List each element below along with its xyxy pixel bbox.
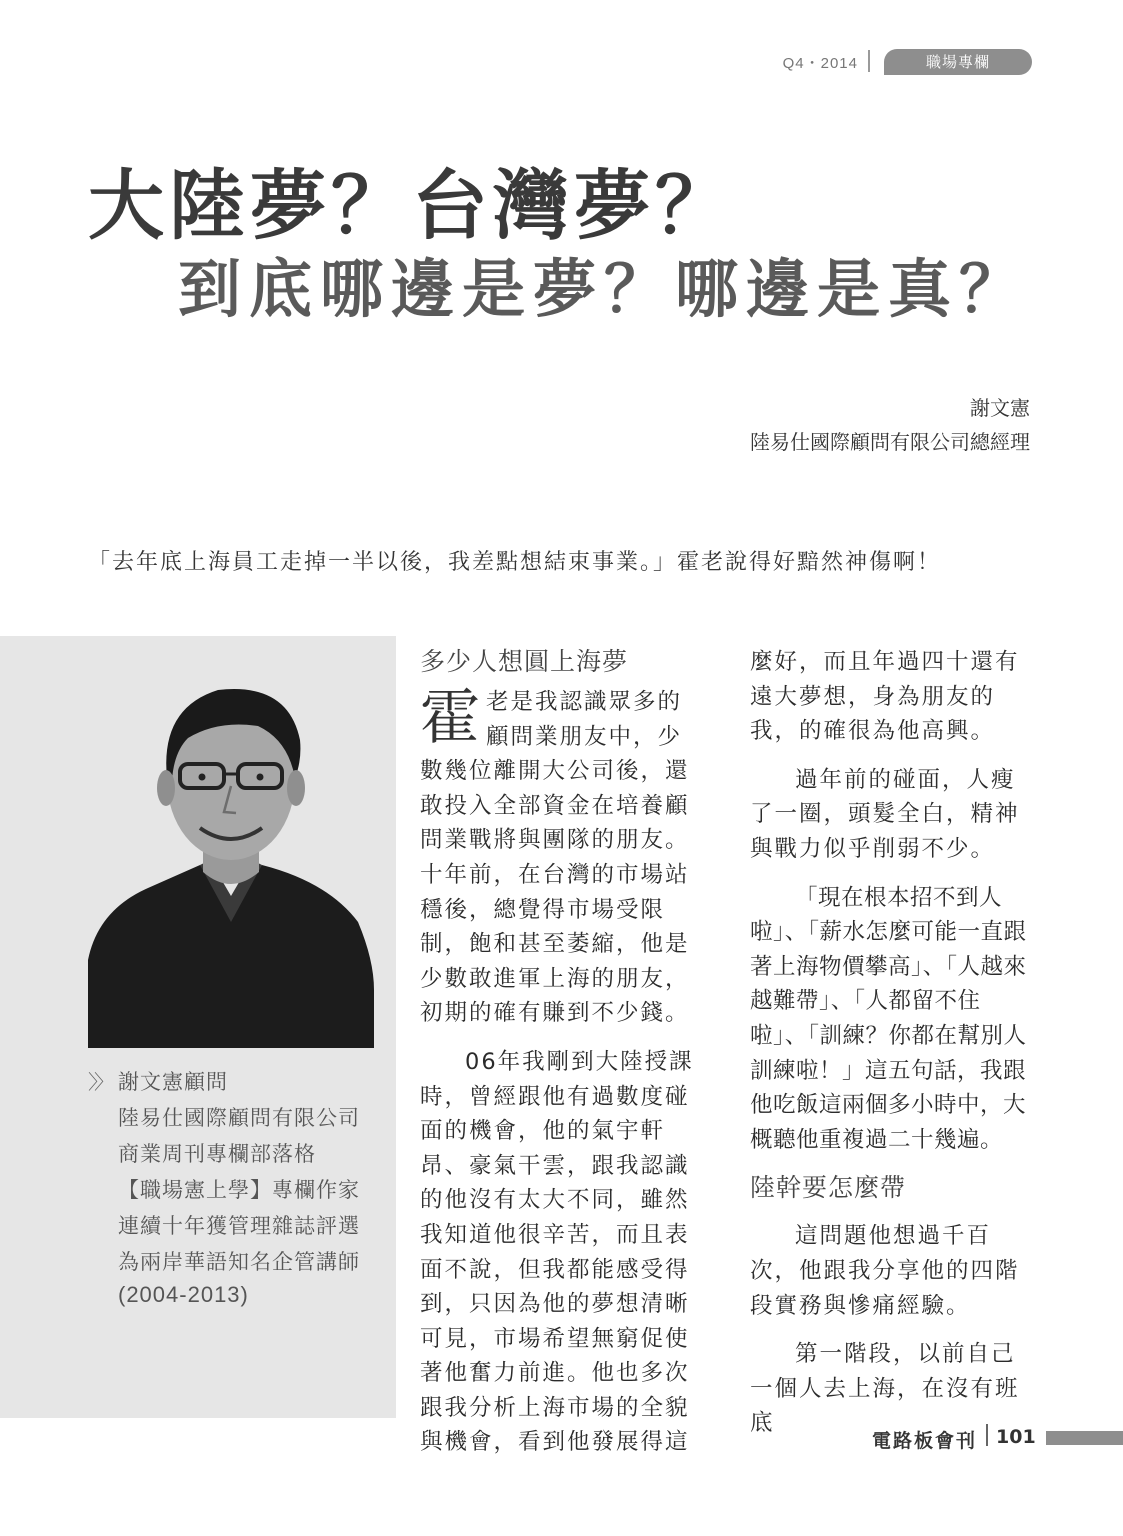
drop-cap: 霍 (420, 683, 480, 753)
lead-quote: 「去年底上海員工走掉一半以後，我差點想結束事業。」霍老說得好黯然神傷啊！ (88, 550, 942, 575)
author-portrait (88, 660, 374, 1048)
paragraph (420, 685, 703, 1031)
paragraph: 麼好，而且年過四十還有遠大夢想，身為朋友的我，的確很為他高興。 (750, 649, 1020, 745)
issue-label: Q4・2014 (782, 55, 858, 72)
section-tag: 職場專欄 (884, 49, 1032, 75)
header-divider (868, 50, 870, 72)
footer-divider (986, 1424, 988, 1446)
section-heading: 陸幹要怎麼帶 (750, 1173, 907, 1203)
footer-bar (1046, 1431, 1123, 1445)
caption-line: 為兩岸華語知名企管講師 (118, 1250, 360, 1274)
publication-name: 電路板會刊 (871, 1430, 977, 1452)
paragraph: 這問題他想過千百次，他跟我分享他的四階段實務與慘痛經驗。 (750, 1223, 1020, 1319)
chevron-right-icon: 〉〉 (88, 1070, 110, 1094)
paragraph: 「現在根本招不到人啦」、「薪水怎麼可能一直跟著上海物價攀高」、「人越來越難帶」、「人都留不住啦」、「訓練？你都在幫別人訓練啦！」這五句話，我跟他吃飯這兩個多小時中，大概聽他重複過二十幾遍。 (750, 884, 1027, 1153)
paragraph: 第一階段，以前自己一個人去上海，在沒有班底 (750, 1341, 1020, 1437)
caption-line: 連續十年獲管理雜誌評選 (118, 1214, 360, 1238)
caption-line: (2004-2013) (118, 1282, 249, 1307)
section-heading: 多少人想圓上海夢 (420, 647, 629, 676)
author-name: 謝文憲 (970, 396, 1030, 420)
body-column-2 (750, 645, 1032, 1441)
body-column-1 (420, 645, 703, 1460)
caption-line: 謝文憲顧問 (118, 1070, 228, 1094)
paragraph-text: 老是我認識眾多的顧問業朋友中，少數幾位離開大公司後，還敢投入全部資金在培養顧問業戰將與團隊的朋友。十年前，在台灣的市場站穩後，總覺得市場受限制，飽和甚至萎縮，他是少數敢進軍上海的朋友，初期的確有賺到不少錢。 (420, 689, 690, 1027)
author-title: 陸易仕國際顧問有限公司總經理 (750, 430, 1030, 454)
caption-line: 商業周刊專欄部落格 (118, 1142, 316, 1166)
article-title: 大陸夢？台灣夢？ (88, 161, 736, 250)
paragraph: 06年我剛到大陸授課時，曾經跟他有過數度碰面的機會，他的氣宇軒昂、豪氣干雲，跟我認識的他沒有太大不同，雖然我知道他很辛苦，而且表面不說，但我都能感受得到，只因為他的夢想清晰可見，市場希望無窮促使著他奮力前進。他也多次跟我分析上海市場的全貌與機會，看到他發展得這 (420, 1048, 694, 1456)
page-number: 101 (996, 1426, 1036, 1448)
paragraph: 過年前的碰面，人瘦了一圈，頭髮全白，精神與戰力似乎削弱不少。 (750, 766, 1020, 862)
caption-line: 陸易仕國際顧問有限公司 (118, 1106, 360, 1130)
article-subtitle: 到底哪邊是夢？哪邊是真？ (178, 253, 1030, 326)
caption-line: 【職場憲上學】專欄作家 (118, 1178, 360, 1202)
